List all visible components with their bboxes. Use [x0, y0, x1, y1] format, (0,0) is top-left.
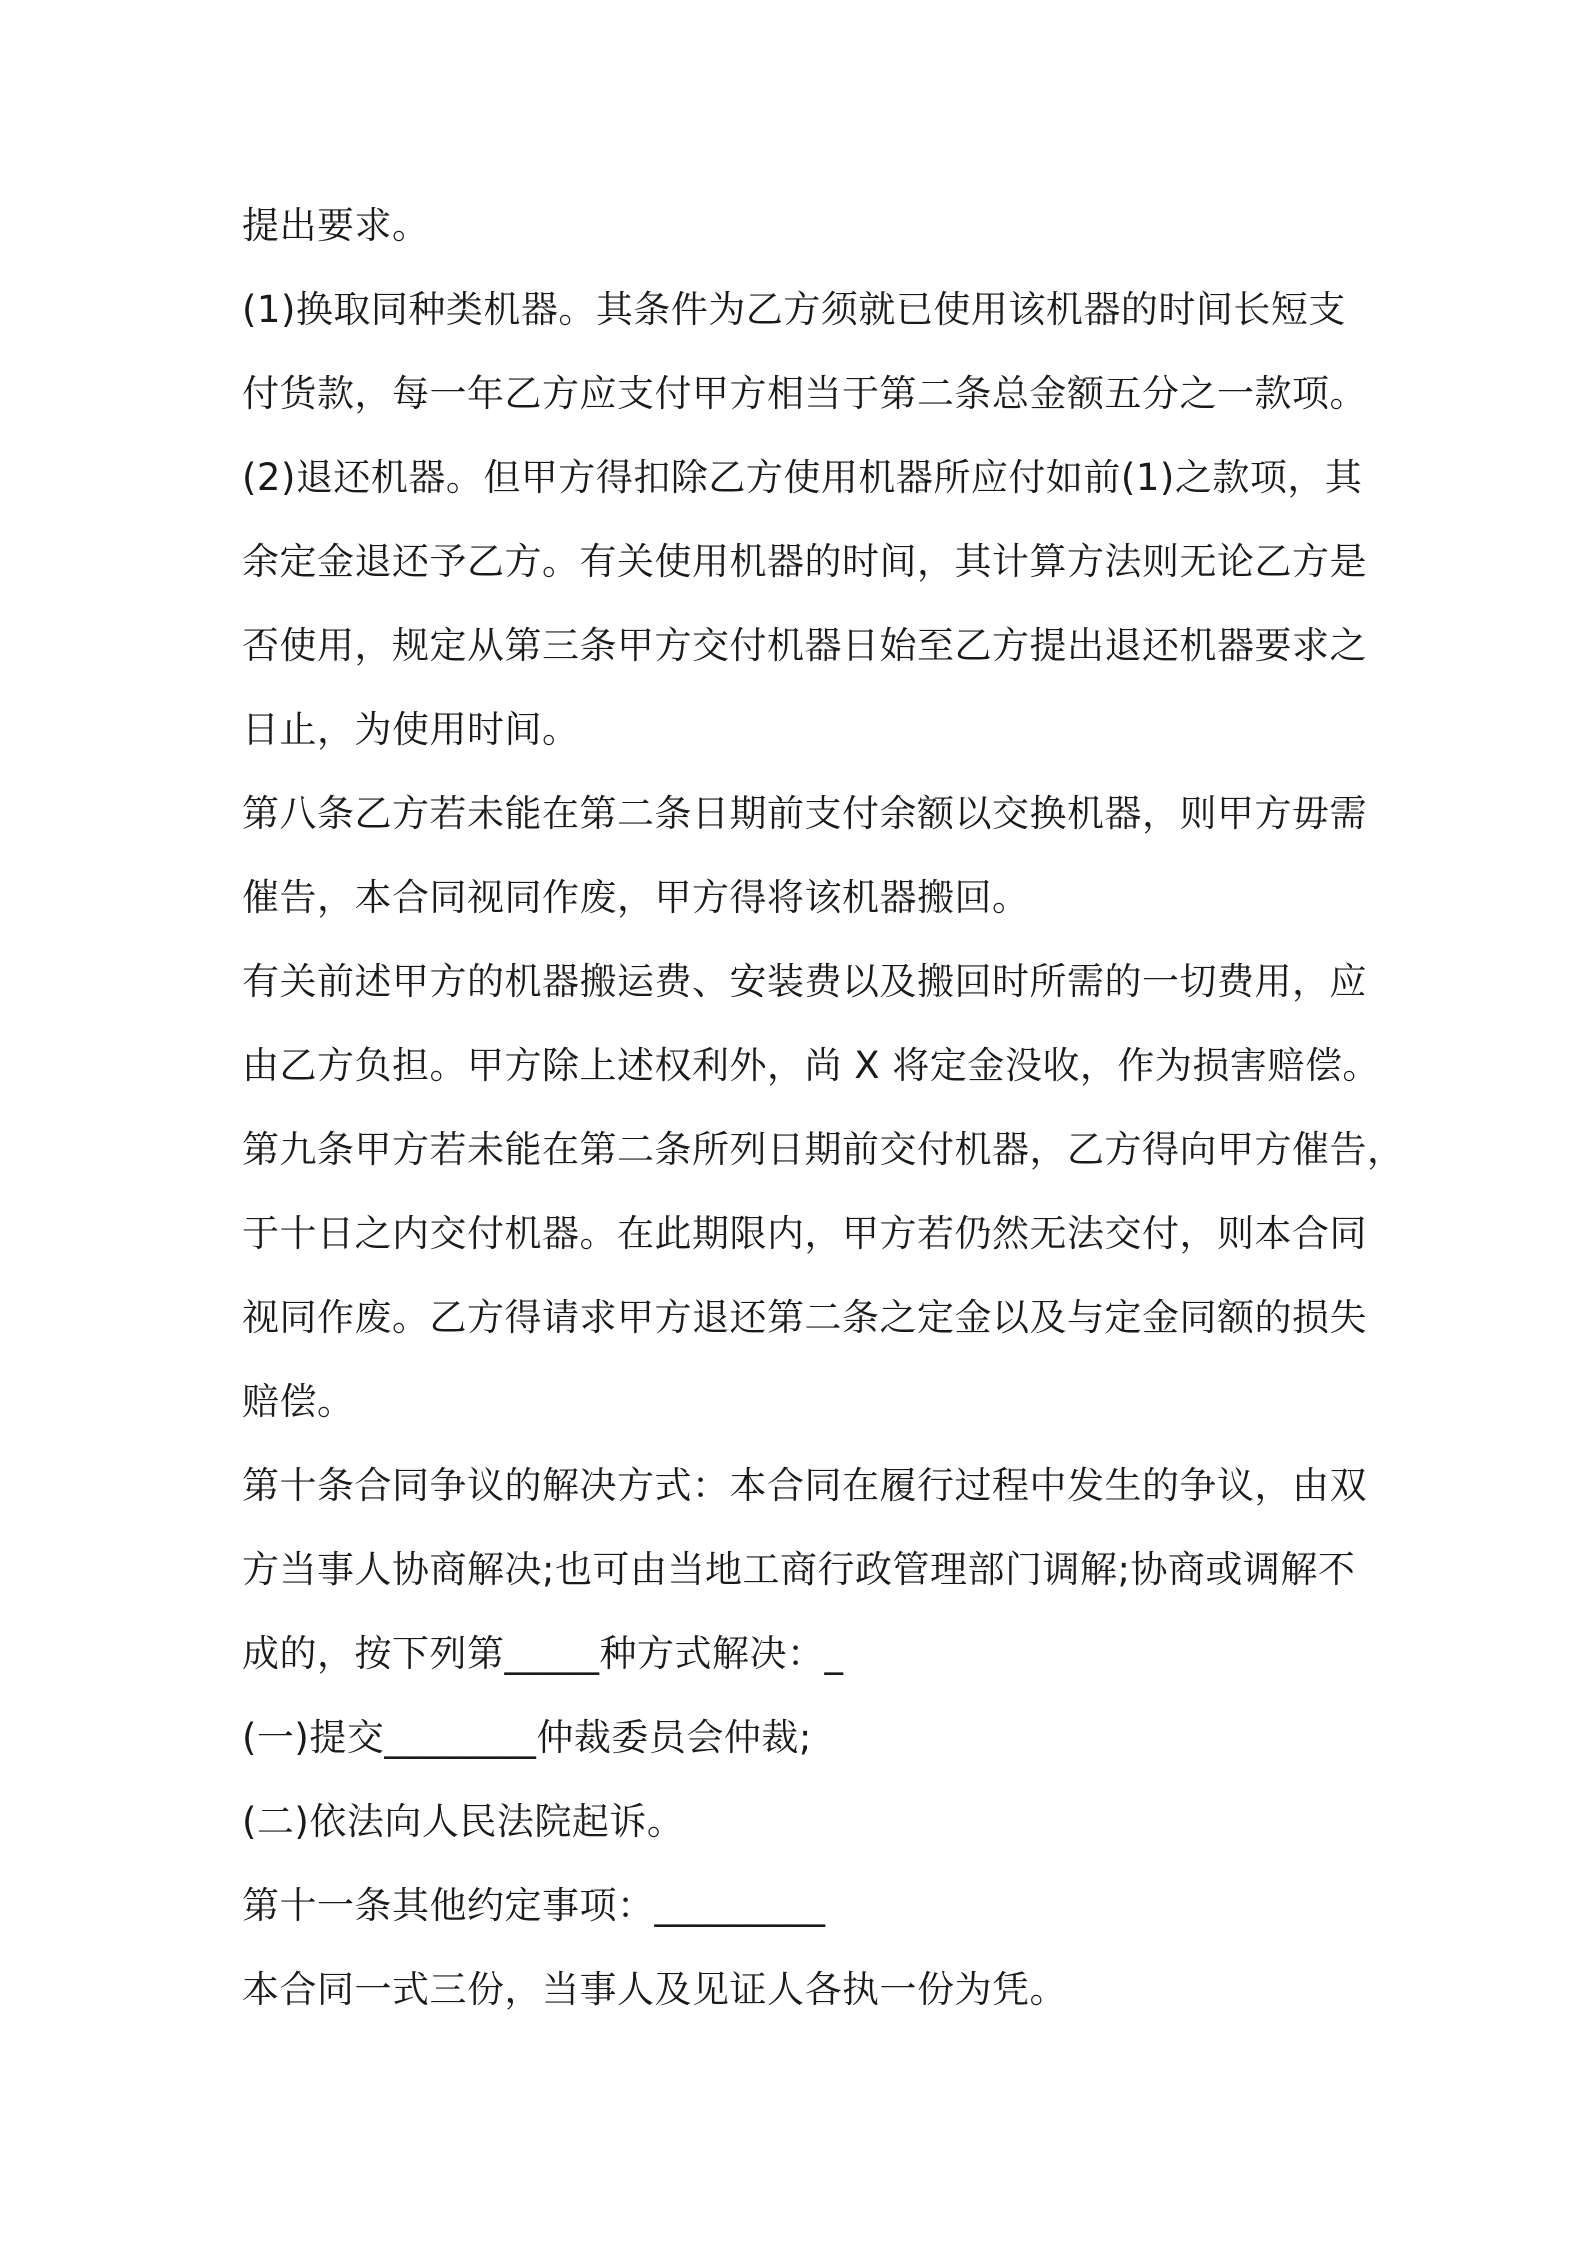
text-line: 第八条乙方若未能在第二条日期前支付余额以交换机器，则甲方毋需 — [242, 792, 1367, 835]
text-line: 第九条甲方若未能在第二条所列日期前交付机器，乙方得向甲方催告， — [242, 1128, 1405, 1171]
text-line: 否使用，规定从第三条甲方交付机器日始至乙方提出退还机器要求之 — [242, 624, 1367, 667]
text-line: 成的，按下列第_____种方式解决：_ — [242, 1632, 844, 1675]
text-line: (2)退还机器。但甲方得扣除乙方使用机器所应付如前(1)之款项，其 — [242, 456, 1363, 499]
text-line: 赔偿。 — [242, 1380, 355, 1423]
text-line: 第十一条其他约定事项：_________ — [242, 1884, 826, 1927]
text-line: 由乙方负担。甲方除上述权利外，尚 X 将定金没收，作为损害赔偿。 — [242, 1044, 1380, 1087]
text-line: (1)换取同种类机器。其条件为乙方须就已使用该机器的时间长短支 — [242, 288, 1346, 331]
text-line: 提出要求。 — [242, 204, 430, 247]
document-body — [242, 196, 1405, 2044]
text-line: 付货款，每一年乙方应支付甲方相当于第二条总金额五分之一款项。 — [242, 372, 1367, 415]
text-line: 第十条合同争议的解决方式：本合同在履行过程中发生的争议，由双 — [242, 1464, 1367, 1507]
text-line: 催告，本合同视同作废，甲方得将该机器搬回。 — [242, 876, 1030, 919]
text-line: 本合同一式三份，当事人及见证人各执一份为凭。 — [242, 1968, 1067, 2011]
text-line: 于十日之内交付机器。在此期限内，甲方若仍然无法交付，则本合同 — [242, 1212, 1367, 1255]
text-line: (二)依法向人民法院起诉。 — [242, 1800, 685, 1843]
text-line: (一)提交________仲裁委员会仲裁; — [242, 1716, 812, 1759]
text-line: 视同作废。乙方得请求甲方退还第二条之定金以及与定金同额的损失 — [242, 1296, 1367, 1339]
text-line: 有关前述甲方的机器搬运费、安装费以及搬回时所需的一切费用，应 — [242, 960, 1367, 1003]
text-line: 余定金退还予乙方。有关使用机器的时间，其计算方法则无论乙方是 — [242, 540, 1367, 583]
text-line: 方当事人协商解决;也可由当地工商行政管理部门调解;协商或调解不 — [242, 1548, 1356, 1591]
text-line: 日止，为使用时间。 — [242, 708, 580, 751]
